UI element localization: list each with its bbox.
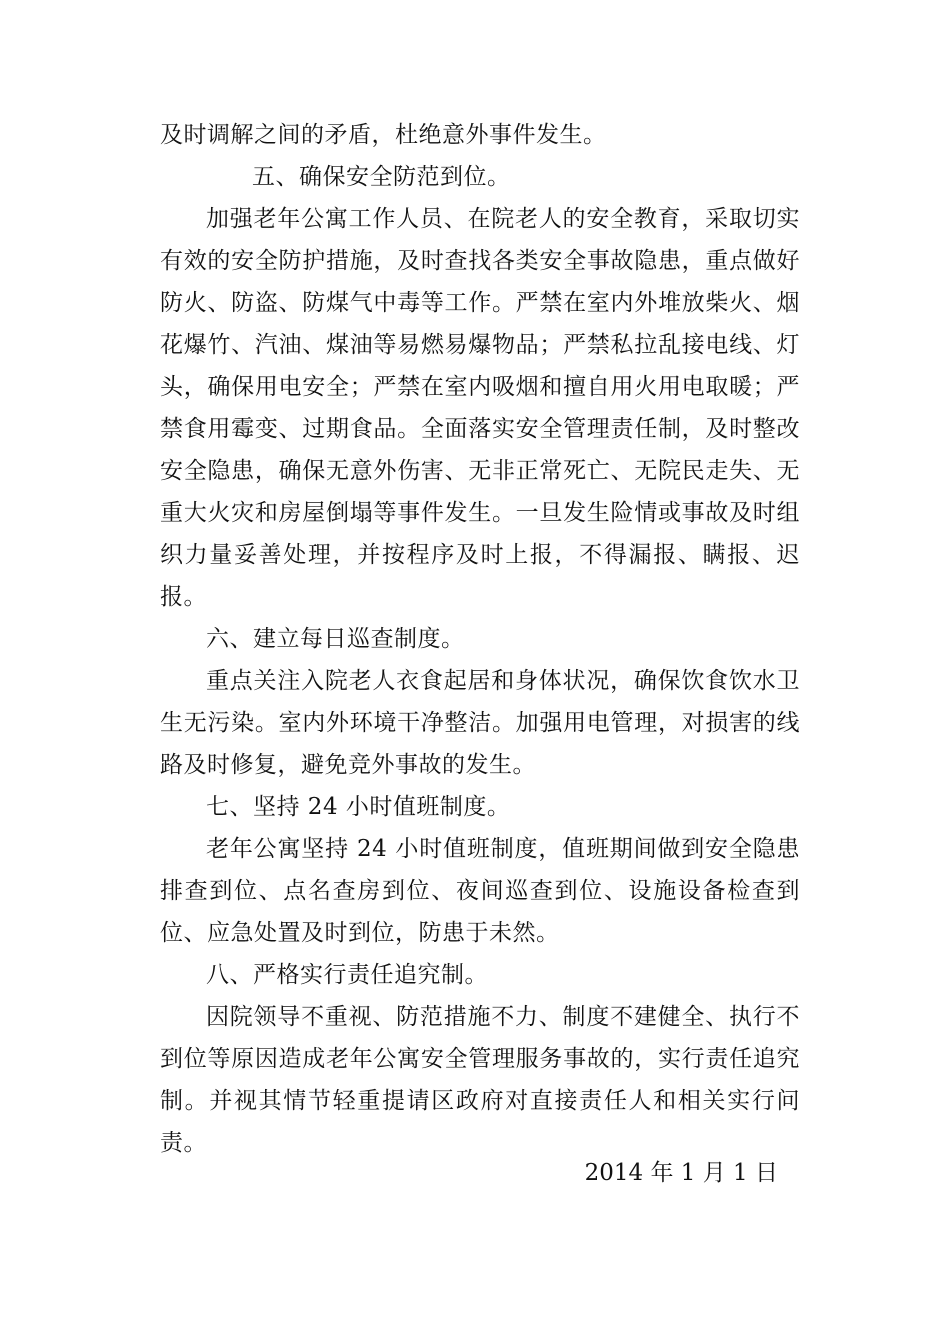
section-heading-8: 八、严格实行责任追究制。 bbox=[206, 962, 488, 988]
paragraph-duty: 老年公寓坚持 24 小时值班制度，值班期间做到安全隐患排查到位、点名查房到位、夜间巡查到位、设施设备检查到位、应急处置及时到位，防患于未然。 bbox=[160, 836, 800, 946]
paragraph-inspection: 重点关注入院老人衣食起居和身体状况，确保饮食饮水卫生无污染。室内外环境干净整洁。加强用电管理，对损害的线路及时修复，避免竞外事故的发生。 bbox=[160, 668, 800, 778]
section-heading-7: 七、坚持 24 小时值班制度。 bbox=[206, 794, 511, 820]
paragraph-accountability: 因院领导不重视、防范措施不力、制度不建健全、执行不到位等原因造成老年公寓安全管理服务事故的，实行责任追究制。并视其情节轻重提请区政府对直接责任人和相关实行问责。 bbox=[160, 1004, 800, 1156]
section-heading-6: 六、建立每日巡查制度。 bbox=[206, 626, 465, 652]
section-heading-5: 五、确保安全防范到位。 bbox=[252, 164, 511, 190]
document-body bbox=[160, 114, 800, 1164]
paragraph-continuation: 及时调解之间的矛盾，杜绝意外事件发生。 bbox=[160, 122, 607, 148]
paragraph-safety: 加强老年公寓工作人员、在院老人的安全教育，采取切实有效的安全防护措施，及时查找各类安全事故隐患，重点做好防火、防盗、防煤气中毒等工作。严禁在室内外堆放柴火、烟花爆竹、汽油、煤油等易燃易爆物品；严禁私拉乱接电线、灯头，确保用电安全；严禁在室内吸烟和擅自用火用电取暖；严禁食用霉变、过期食品。全面落实安全管理责任制，及时整改安全隐患，确保无意外伤害、无非正常死亡、无院民走失、无重大火灾和房屋倒塌等事件发生。一旦发生险情或事故及时组织力量妥善处理，并按程序及时上报，不得漏报、瞒报、迟报。 bbox=[160, 206, 800, 610]
document-date: 2014 年 1 月 1 日 bbox=[584, 1160, 778, 1186]
